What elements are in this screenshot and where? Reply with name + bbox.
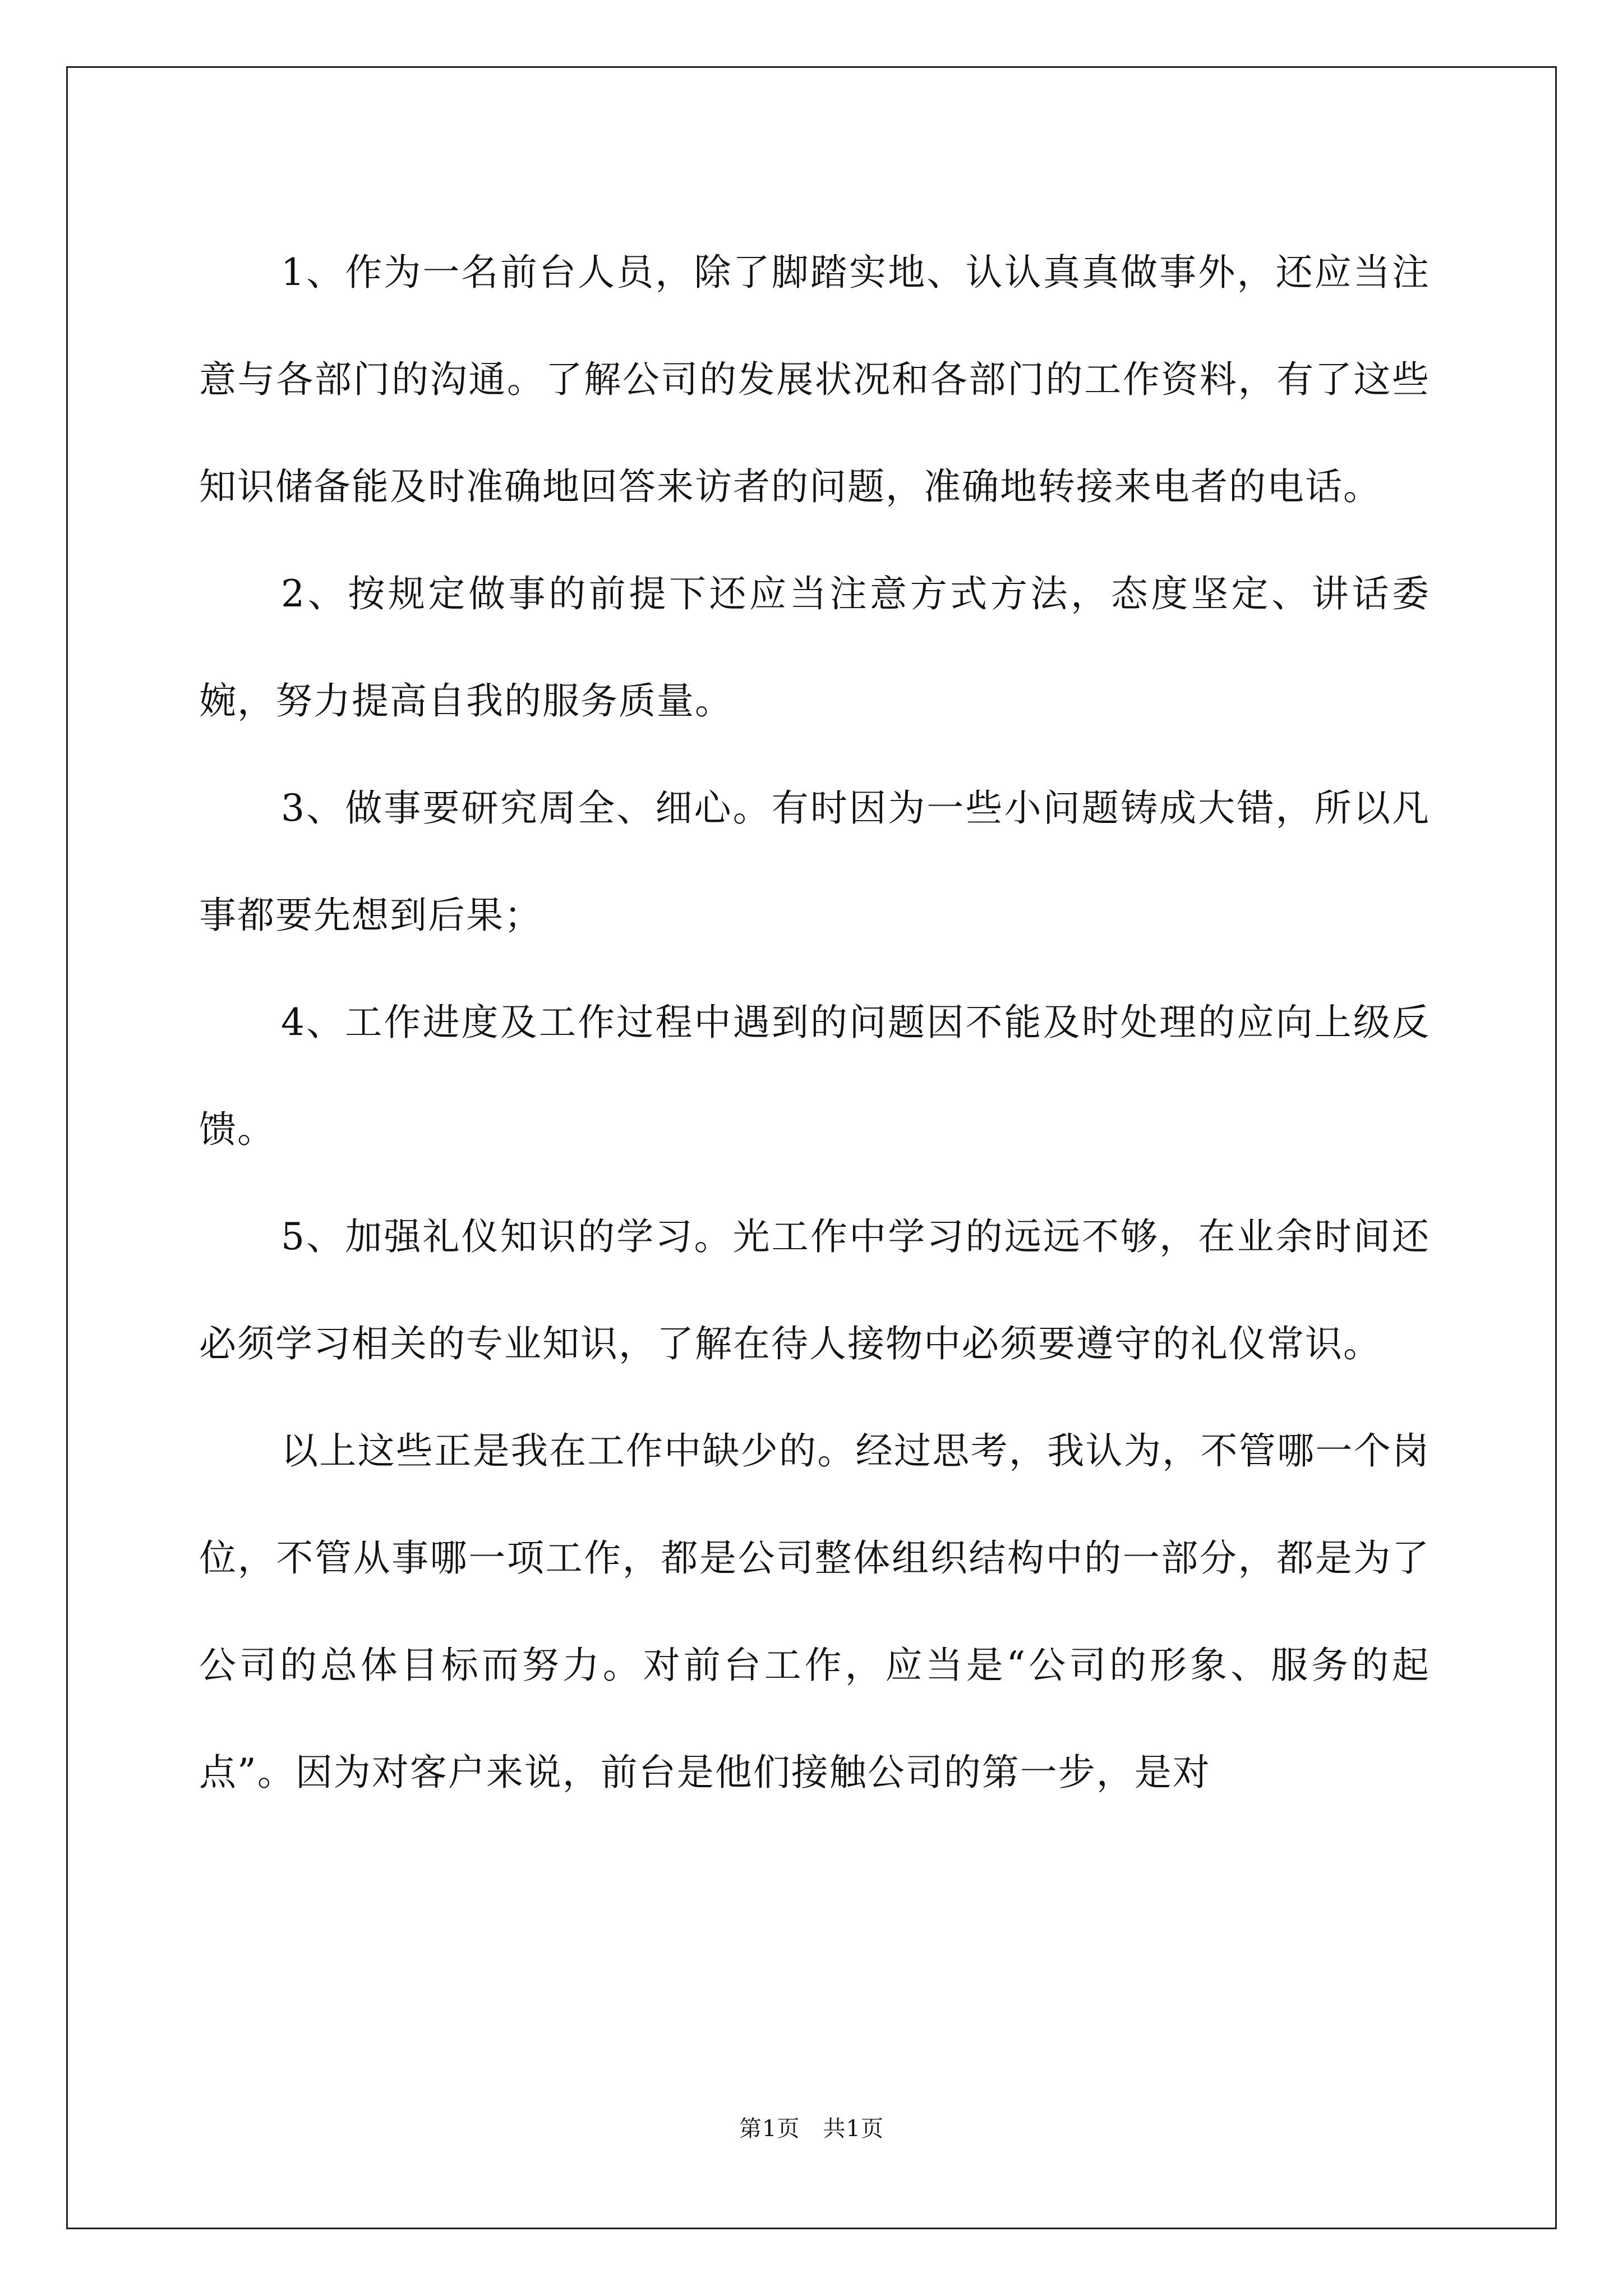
paragraph-4: 4、工作进度及工作过程中遇到的问题因不能及时处理的应向上级反馈。 <box>199 1001 1430 1151</box>
paragraph-6: 以上这些正是我在工作中缺少的。经过思考，我认为，不管哪一个岗位，不管从事哪一项工作，都是公司整体组织结构中的一部分，都是为了公司的总体目标而努力。对前台工作，应当是“公司的形象、服务的起点”。因为对客户来说，前台是他们接触公司的第一步，是对 <box>199 1429 1430 1794</box>
paragraph-1: 1、作为一名前台人员，除了脚踏实地、认认真真做事外，还应当注意与各部门的沟通。了解公司的发展状况和各部门的工作资料，有了这些知识储备能及时准确地回答来访者的问题，准确地转接来电者的电话。 <box>199 251 1430 508</box>
document-body <box>199 219 1430 1826</box>
page-number-footer: 第1页 共1页 <box>739 2116 884 2142</box>
paragraph-2: 2、按规定做事的前提下还应当注意方式方法，态度坚定、讲话委婉，努力提高自我的服务质量。 <box>199 572 1430 723</box>
paragraph-3: 3、做事要研究周全、细心。有时因为一些小问题铸成大错，所以凡事都要先想到后果； <box>199 786 1430 937</box>
paragraph-5: 5、加强礼仪知识的学习。光工作中学习的远远不够，在业余时间还必须学习相关的专业知识，了解在待人接物中必须要遵守的礼仪常识。 <box>199 1215 1430 1365</box>
